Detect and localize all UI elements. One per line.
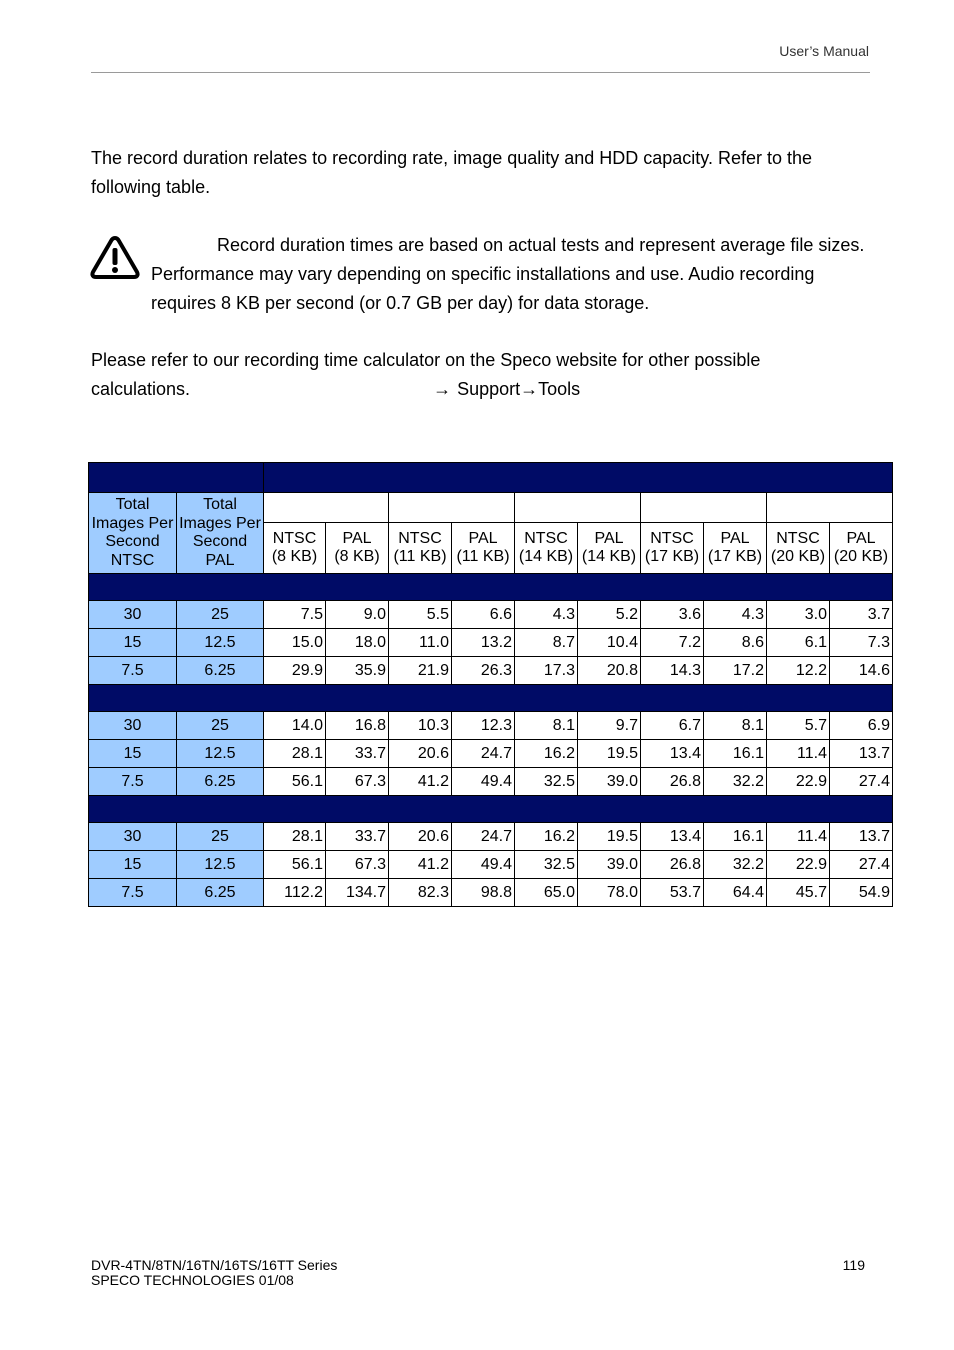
- duration-value-cell: 6.7: [641, 712, 704, 740]
- table-row: [89, 768, 893, 796]
- duration-value-cell: 4.3: [704, 601, 767, 629]
- duration-value-cell: 82.3: [389, 879, 452, 907]
- size-header-cell: PAL (11 KB): [452, 523, 515, 574]
- section-divider-cell: [89, 685, 893, 712]
- duration-value-cell: 24.7: [452, 740, 515, 768]
- duration-value-cell: 22.9: [767, 851, 830, 879]
- size-header-cell: NTSC (14 KB): [515, 523, 578, 574]
- size-header-cell: PAL (14 KB): [578, 523, 641, 574]
- tools-link[interactable]: Tools: [538, 379, 581, 399]
- ntsc-rate-cell: 15: [89, 740, 177, 768]
- duration-value-cell: 16.2: [515, 740, 578, 768]
- duration-value-cell: 12.2: [767, 657, 830, 685]
- ntsc-rate-cell: 7.5: [89, 657, 177, 685]
- duration-value-cell: 33.7: [326, 823, 389, 851]
- pal-rate-cell: 6.25: [177, 768, 264, 796]
- duration-value-cell: 27.4: [830, 768, 893, 796]
- duration-value-cell: 3.7: [830, 601, 893, 629]
- duration-value-cell: 26.8: [641, 768, 704, 796]
- duration-value-cell: 22.9: [767, 768, 830, 796]
- rate-header-ntsc: Total Images Per Second NTSC: [89, 493, 177, 574]
- quality-group-cell: [767, 493, 893, 523]
- duration-value-cell: 5.7: [767, 712, 830, 740]
- duration-value-cell: 16.1: [704, 740, 767, 768]
- duration-value-cell: 67.3: [326, 768, 389, 796]
- duration-value-cell: 7.5: [264, 601, 326, 629]
- note-text: Record duration times are based on actual tests and represent average file sizes. Performance may vary depending on specific installations and use. Audio recording requires 8 KB per second (or 0.7 GB per day) for data storage.: [151, 235, 865, 313]
- duration-value-cell: 32.2: [704, 851, 767, 879]
- duration-value-cell: 6.9: [830, 712, 893, 740]
- duration-value-cell: 5.5: [389, 601, 452, 629]
- warning-triangle-icon: [90, 235, 140, 279]
- size-header-cell: NTSC (11 KB): [389, 523, 452, 574]
- table-row: [89, 740, 893, 768]
- duration-value-cell: 4.3: [515, 601, 578, 629]
- duration-value-cell: 17.3: [515, 657, 578, 685]
- duration-value-cell: 56.1: [264, 851, 326, 879]
- duration-value-cell: 16.8: [326, 712, 389, 740]
- duration-value-cell: 45.7: [767, 879, 830, 907]
- section-divider-cell: [89, 796, 893, 823]
- duration-value-cell: 28.1: [264, 740, 326, 768]
- header-divider: [91, 72, 870, 73]
- pal-rate-cell: 12.5: [177, 740, 264, 768]
- table-row: [89, 879, 893, 907]
- table-row: [89, 712, 893, 740]
- ntsc-rate-cell: 15: [89, 851, 177, 879]
- record-duration-table: [88, 462, 893, 907]
- pal-rate-cell: 12.5: [177, 629, 264, 657]
- duration-value-cell: 11.4: [767, 823, 830, 851]
- table-row: [89, 657, 893, 685]
- duration-value-cell: 9.0: [326, 601, 389, 629]
- arrow-right-icon: →: [433, 379, 452, 399]
- duration-value-cell: 78.0: [578, 879, 641, 907]
- duration-value-cell: 16.2: [515, 823, 578, 851]
- duration-value-cell: 21.9: [389, 657, 452, 685]
- section-divider-row: [89, 574, 893, 601]
- duration-value-cell: 3.6: [641, 601, 704, 629]
- quality-group-cell: [515, 493, 641, 523]
- calculator-line-2-start: calculations.: [91, 379, 191, 399]
- duration-value-cell: 64.4: [704, 879, 767, 907]
- footer-block: [91, 1258, 337, 1288]
- section-divider-cell: [89, 574, 893, 601]
- duration-value-cell: 32.5: [515, 851, 578, 879]
- duration-value-cell: 6.1: [767, 629, 830, 657]
- duration-value-cell: 28.1: [264, 823, 326, 851]
- duration-value-cell: 11.0: [389, 629, 452, 657]
- duration-value-cell: 8.1: [704, 712, 767, 740]
- duration-value-cell: 15.0: [264, 629, 326, 657]
- ntsc-rate-cell: 30: [89, 712, 177, 740]
- size-header-cell: PAL (20 KB): [830, 523, 893, 574]
- duration-value-cell: 112.2: [264, 879, 326, 907]
- arrow-right-icon: →: [520, 379, 539, 399]
- duration-value-cell: 8.7: [515, 629, 578, 657]
- ntsc-rate-cell: 7.5: [89, 768, 177, 796]
- table-group-header-row: [89, 493, 893, 523]
- table-row: [89, 601, 893, 629]
- duration-value-cell: 10.3: [389, 712, 452, 740]
- duration-value-cell: 33.7: [326, 740, 389, 768]
- duration-value-cell: 13.7: [830, 823, 893, 851]
- duration-value-cell: 98.8: [452, 879, 515, 907]
- pal-rate-cell: 6.25: [177, 879, 264, 907]
- table-top-header-row: [89, 463, 893, 493]
- duration-value-cell: 49.4: [452, 851, 515, 879]
- duration-value-cell: 20.6: [389, 823, 452, 851]
- duration-value-cell: 41.2: [389, 768, 452, 796]
- pal-rate-cell: 25: [177, 601, 264, 629]
- duration-value-cell: 8.1: [515, 712, 578, 740]
- footer-company: SPECO TECHNOLOGIES 01/08: [91, 1272, 294, 1288]
- duration-value-cell: 19.5: [578, 823, 641, 851]
- duration-value-cell: 67.3: [326, 851, 389, 879]
- calculator-line-2: [91, 375, 881, 404]
- duration-value-cell: 3.0: [767, 601, 830, 629]
- duration-value-cell: 8.6: [704, 629, 767, 657]
- ntsc-rate-cell: 15: [89, 629, 177, 657]
- pal-rate-cell: 6.25: [177, 657, 264, 685]
- duration-value-cell: 6.6: [452, 601, 515, 629]
- duration-value-cell: 18.0: [326, 629, 389, 657]
- duration-value-cell: 54.9: [830, 879, 893, 907]
- calculator-paragraph: [91, 346, 881, 404]
- duration-value-cell: 16.1: [704, 823, 767, 851]
- size-header-cell: NTSC (8 KB): [264, 523, 326, 574]
- duration-value-cell: 41.2: [389, 851, 452, 879]
- section-divider-row: [89, 796, 893, 823]
- page-number: 119: [842, 1257, 865, 1273]
- duration-value-cell: 32.5: [515, 768, 578, 796]
- duration-value-cell: 19.5: [578, 740, 641, 768]
- duration-value-cell: 56.1: [264, 768, 326, 796]
- pal-rate-cell: 12.5: [177, 851, 264, 879]
- size-header-cell: PAL (17 KB): [704, 523, 767, 574]
- duration-value-cell: 39.0: [578, 768, 641, 796]
- ntsc-rate-cell: 30: [89, 823, 177, 851]
- duration-value-cell: 7.2: [641, 629, 704, 657]
- pal-rate-cell: 25: [177, 712, 264, 740]
- quality-group-cell: [389, 493, 515, 523]
- duration-value-cell: 14.0: [264, 712, 326, 740]
- duration-value-cell: 10.4: [578, 629, 641, 657]
- support-link[interactable]: Support: [457, 379, 521, 399]
- duration-value-cell: 49.4: [452, 768, 515, 796]
- duration-value-cell: 13.4: [641, 823, 704, 851]
- duration-value-cell: 29.9: [264, 657, 326, 685]
- duration-value-cell: 53.7: [641, 879, 704, 907]
- duration-value-cell: 24.7: [452, 823, 515, 851]
- quality-group-cell: [264, 493, 389, 523]
- duration-value-cell: 13.4: [641, 740, 704, 768]
- footer-series: DVR-4TN/8TN/16TN/16TS/16TT Series: [91, 1257, 338, 1273]
- duration-value-cell: 20.6: [389, 740, 452, 768]
- navy-header-cell: [264, 463, 893, 493]
- duration-value-cell: 26.3: [452, 657, 515, 685]
- size-header-cell: NTSC (20 KB): [767, 523, 830, 574]
- pal-rate-cell: 25: [177, 823, 264, 851]
- duration-value-cell: 13.7: [830, 740, 893, 768]
- duration-value-cell: 17.2: [704, 657, 767, 685]
- duration-value-cell: 9.7: [578, 712, 641, 740]
- size-header-cell: PAL (8 KB): [326, 523, 389, 574]
- size-header-cell: NTSC (17 KB): [641, 523, 704, 574]
- duration-value-cell: 39.0: [578, 851, 641, 879]
- ntsc-rate-cell: 30: [89, 601, 177, 629]
- table-row: [89, 823, 893, 851]
- table-row: [89, 851, 893, 879]
- duration-value-cell: 65.0: [515, 879, 578, 907]
- duration-value-cell: 20.8: [578, 657, 641, 685]
- section-divider-row: [89, 685, 893, 712]
- navy-header-cell: [89, 463, 264, 493]
- rate-header-pal: Total Images Per Second PAL: [177, 493, 264, 574]
- ntsc-rate-cell: 7.5: [89, 879, 177, 907]
- calculator-line-1: Please refer to our recording time calculator on the Speco website for other possible: [91, 350, 761, 370]
- duration-value-cell: 14.3: [641, 657, 704, 685]
- duration-value-cell: 5.2: [578, 601, 641, 629]
- duration-value-cell: 35.9: [326, 657, 389, 685]
- intro-paragraph: The record duration relates to recording rate, image quality and HDD capacity. Refer to the following table.: [91, 148, 813, 197]
- duration-value-cell: 14.6: [830, 657, 893, 685]
- manual-header-label: User’s Manual: [779, 43, 869, 59]
- duration-value-cell: 13.2: [452, 629, 515, 657]
- duration-value-cell: 11.4: [767, 740, 830, 768]
- quality-group-cell: [641, 493, 767, 523]
- duration-value-cell: 134.7: [326, 879, 389, 907]
- table-row: [89, 629, 893, 657]
- note-text-block: [151, 231, 876, 318]
- duration-value-cell: 26.8: [641, 851, 704, 879]
- duration-value-cell: 27.4: [830, 851, 893, 879]
- duration-value-cell: 7.3: [830, 629, 893, 657]
- duration-value-cell: 32.2: [704, 768, 767, 796]
- duration-value-cell: 12.3: [452, 712, 515, 740]
